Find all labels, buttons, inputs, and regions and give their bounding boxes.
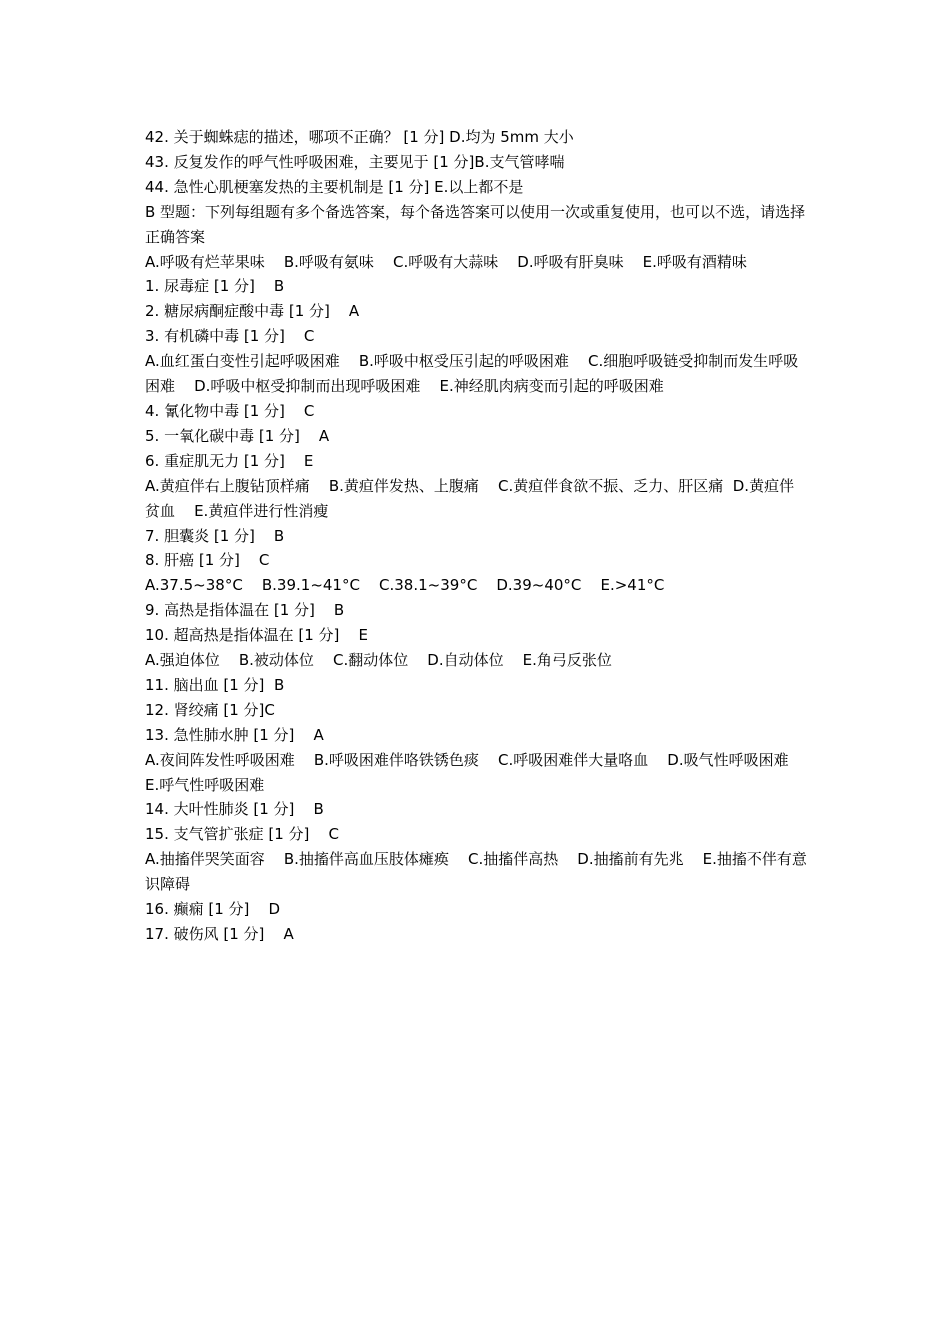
options-group-5: A.强迫体位 B.被动体位 C.翻动体位 D.自动体位 E.角弓反张位 [145, 651, 612, 670]
options-group-2: A.血红蛋白变性引起呼吸困难 B.呼吸中枢受压引起的呼吸困难 C.细胞呼吸链受抑制而发生呼吸困难 D.呼吸中枢受抑制而出现呼吸困难 E.神经肌肉病变而引起的呼吸困难 [145, 352, 799, 396]
options-group-1: A.呼吸有烂苹果味 B.呼吸有氨味 C.呼吸有大蒜味 D.呼吸有肝臭味 E.呼吸有酒精味 [145, 252, 747, 271]
question-b6: 6. 重症肌无力 [1 分] E [145, 451, 314, 470]
question-b10: 10. 超高热是指体温在 [1 分] E [145, 626, 368, 645]
question-b3: 3. 有机磷中毒 [1 分] C [145, 327, 315, 346]
question-b5: 5. 一氧化碳中毒 [1 分] A [145, 426, 330, 445]
question-b9: 9. 高热是指体温在 [1 分] B [145, 601, 345, 620]
question-b2: 2. 糖尿病酮症酸中毒 [1 分] A [145, 302, 360, 321]
question-b15: 15. 支气管扩张症 [1 分] C [145, 825, 339, 844]
question-b7: 7. 胆囊炎 [1 分] B [145, 526, 285, 545]
question-b11: 11. 脑出血 [1 分] B [145, 675, 285, 694]
question-44: 44. 急性心肌梗塞发热的主要机制是 [1 分] E.以上都不是 [145, 177, 524, 196]
options-group-3: A.黄疸伴右上腹钻顶样痛 B.黄疸伴发热、上腹痛 C.黄疸伴食欲不振、乏力、肝区痛 D.黄疸伴贫血 E.黄疸伴进行性消瘦 [145, 476, 795, 520]
question-b17: 17. 破伤风 [1 分] A [145, 925, 294, 943]
section-b-instructions: B 型题：下列每组题有多个备选答案，每个备选答案可以使用一次或重复使用，也可以不选，请选择正确答案 [145, 202, 806, 246]
question-b1: 1. 尿毒症 [1 分] B [145, 277, 285, 296]
question-b13: 13. 急性肺水肿 [1 分] A [145, 725, 324, 744]
question-b4: 4. 氰化物中毒 [1 分] C [145, 401, 315, 420]
question-42: 42. 关于蜘蛛痣的描述，哪项不正确？ [1 分] D.均为 5mm 大小 [145, 128, 574, 146]
question-b14: 14. 大叶性肺炎 [1 分] B [145, 800, 324, 819]
question-b12: 12. 肾绞痛 [1 分]C [145, 700, 275, 719]
options-group-4: A.37.5~38°C B.39.1~41°C C.38.1~39°C D.39~40°C E.>41°C [145, 576, 665, 595]
question-b8: 8. 肝癌 [1 分] C [145, 551, 270, 570]
options-group-6: A.夜间阵发性呼吸困难 B.呼吸困难伴咯铁锈色痰 C.呼吸困难伴大量咯血 D.吸气性呼吸困难 E.呼气性呼吸困难 [145, 750, 808, 794]
question-b16: 16. 癫痫 [1 分] D [145, 900, 281, 919]
options-group-7: A.抽搐伴哭笑面容 B.抽搐伴高血压肢体瘫痪 C.抽搐伴高热 D.抽搐前有先兆 E.抽搐不伴有意识障碍 [145, 850, 807, 894]
document-page [145, 125, 807, 947]
question-43: 43. 反复发作的呼气性呼吸困难，主要见于 [1 分]B.支气管哮喘 [145, 152, 565, 171]
